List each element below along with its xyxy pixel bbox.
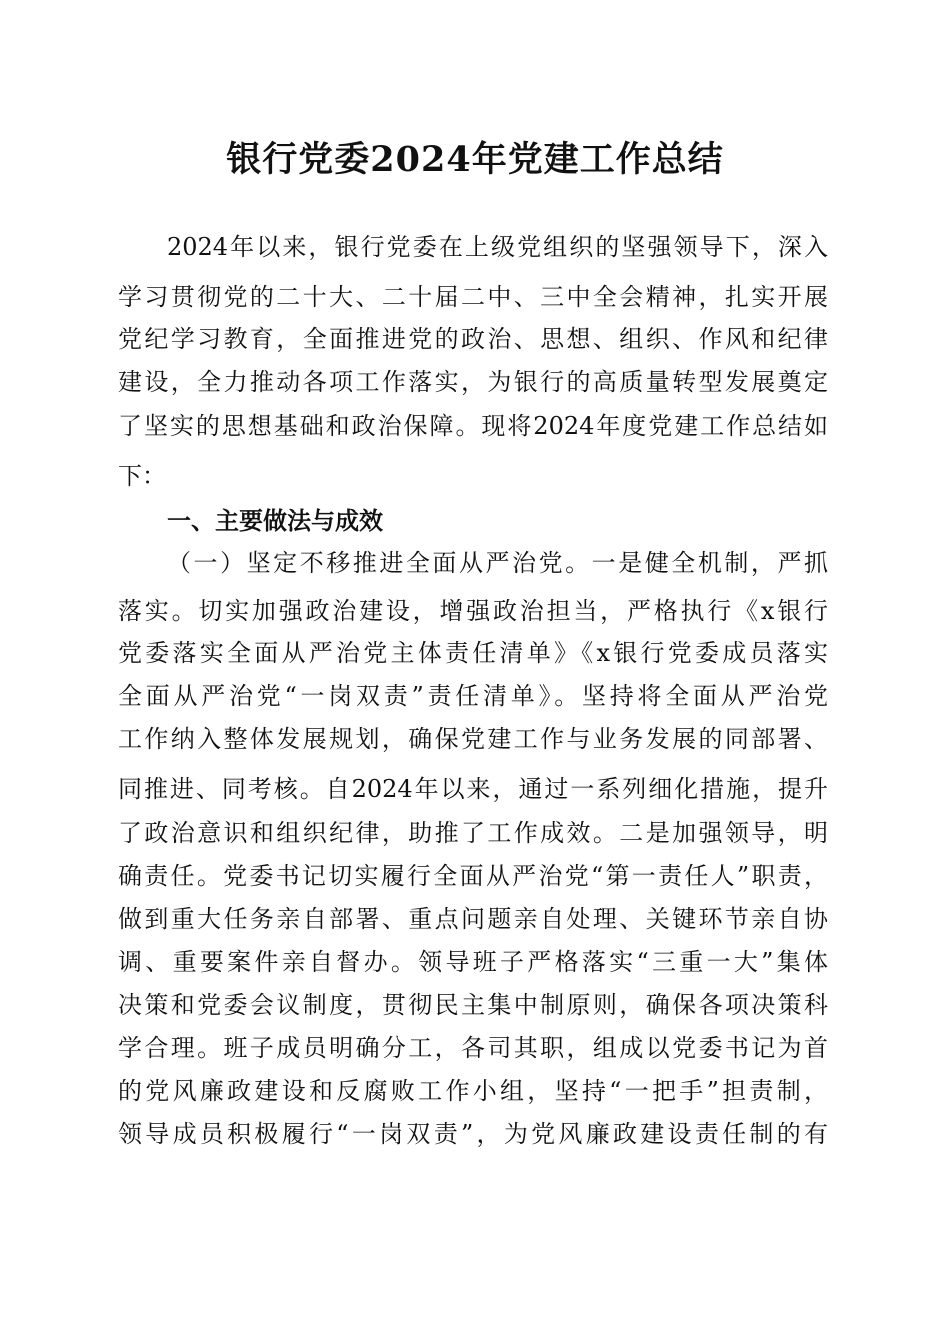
- paragraph-line: 的党风廉政建设和反腐败工作小组，坚持“一把手”担责制，: [118, 1077, 828, 1105]
- paragraph-line: 建设，全力推动各项工作落实，为银行的高质量转型发展奠定: [118, 368, 828, 396]
- paragraph-line: 2024年以来，银行党委在上级党组织的坚强领导下，深入: [167, 233, 828, 261]
- paragraph-line: 领导成员积极履行“一岗双责”，为党风廉政建设责任制的有: [118, 1120, 828, 1148]
- paragraph-line: （一）坚定不移推进全面从严治党。一是健全机制，严抓: [167, 549, 828, 577]
- document-title: 银行党委2024年党建工作总结: [226, 139, 724, 180]
- section-heading: 一、主要做法与成效: [167, 507, 383, 535]
- paragraph-line: 做到重大任务亲自部署、重点问题亲自处理、关键环节亲自协: [118, 905, 828, 933]
- paragraph-line: 学习贯彻党的二十大、二十届二中、三中全会精神，扎实开展: [118, 283, 828, 311]
- paragraph-line: 决策和党委会议制度，贯彻民主集中制原则，确保各项决策科: [118, 991, 828, 1019]
- paragraph-line: 工作纳入整体发展规划，确保党建工作与业务发展的同部署、: [118, 725, 828, 753]
- paragraph-line: 党纪学习教育，全面推进党的政治、思想、组织、作风和纪律: [118, 325, 828, 353]
- paragraph-line: 党委落实全面从严治党主体责任清单》《x银行党委成员落实: [118, 639, 828, 667]
- paragraph-line: 下：: [118, 462, 166, 490]
- paragraph-line: 落实。切实加强政治建设，增强政治担当，严格执行《x银行: [118, 597, 828, 625]
- paragraph-line: 同推进、同考核。自2024年以来，通过一系列细化措施，提升: [118, 775, 828, 803]
- paragraph-line: 了政治意识和组织纪律，助推了工作成效。二是加强领导，明: [118, 819, 828, 847]
- paragraph-line: 学合理。班子成员明确分工，各司其职，组成以党委书记为首: [118, 1034, 828, 1062]
- paragraph-line: 调、重要案件亲自督办。领导班子严格落实“三重一大”集体: [118, 948, 828, 976]
- paragraph-line: 确责任。党委书记切实履行全面从严治党“第一责任人”职责，: [118, 862, 828, 890]
- paragraph-line: 全面从严治党“一岗双责”责任清单》。坚持将全面从严治党: [118, 682, 828, 710]
- paragraph-line: 了坚实的思想基础和政治保障。现将2024年度党建工作总结如: [118, 412, 828, 440]
